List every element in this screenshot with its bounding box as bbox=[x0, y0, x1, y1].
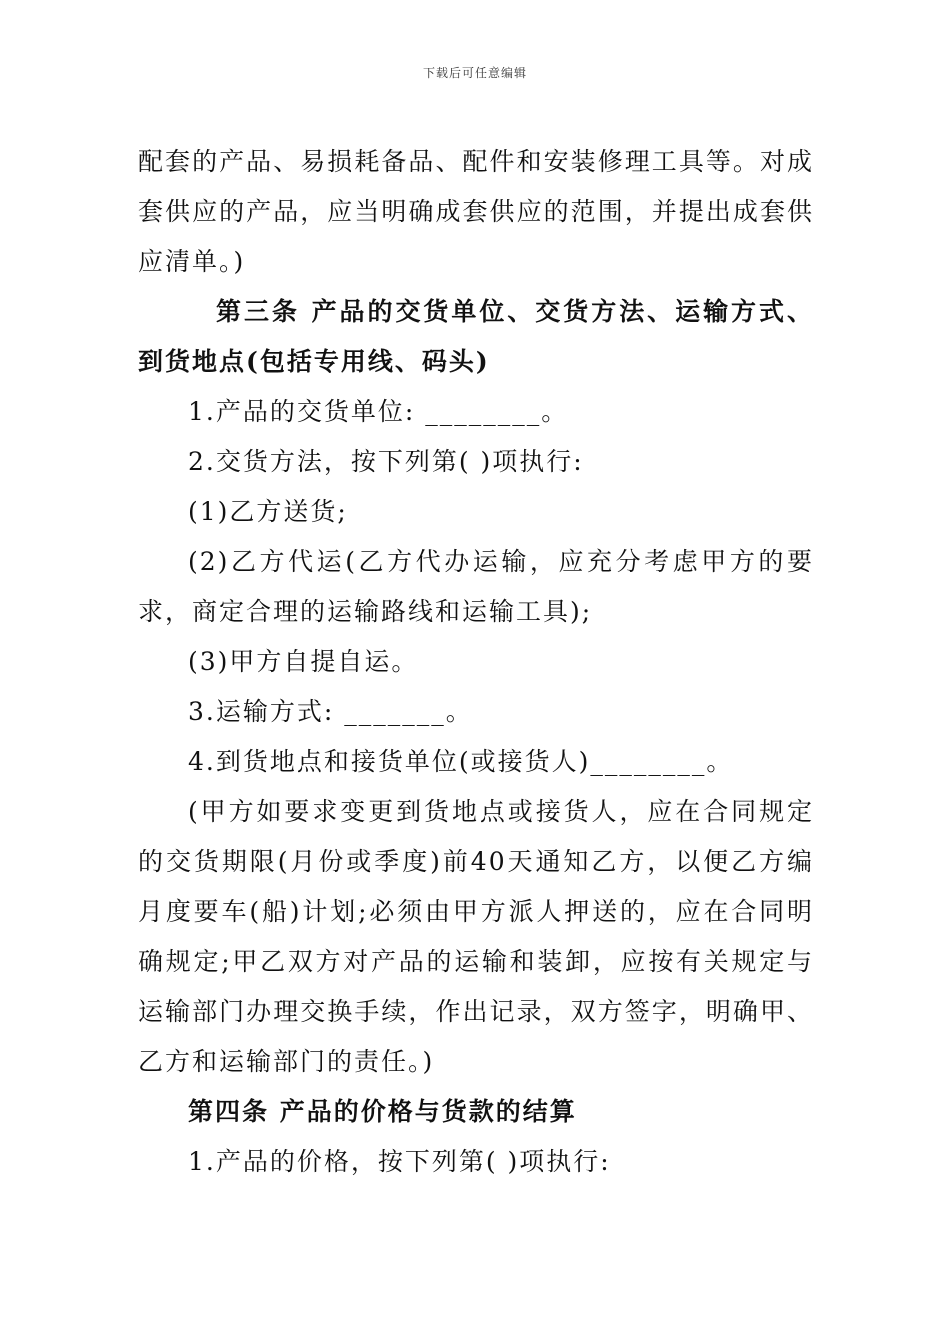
article-3-heading: 第三条 产品的交货单位、交货方法、运输方式、到货地点(包括专用线、码头) bbox=[138, 297, 814, 376]
paragraph-option-1: (1)乙方送货; bbox=[188, 497, 348, 526]
document-body bbox=[138, 137, 814, 1187]
paragraph-option-3: (3)甲方自提自运。 bbox=[188, 647, 419, 676]
paragraph-delivery-unit: 1.产品的交货单位: ________。 bbox=[188, 397, 569, 426]
page-header: 下载后可任意编辑 bbox=[422, 66, 527, 80]
paragraph-price: 1.产品的价格，按下列第( )项执行: bbox=[188, 1147, 611, 1176]
paragraph-delivery-method: 2.交货方法，按下列第( )项执行: bbox=[188, 447, 584, 476]
article-4-heading: 第四条 产品的价格与货款的结算 bbox=[188, 1097, 577, 1126]
paragraph-continuation: 配套的产品、易损耗备品、配件和安装修理工具等。对成套供应的产品，应当明确成套供应的范围，并提出成套供应清单。) bbox=[138, 147, 814, 276]
paragraph-transport-mode: 3.运输方式: _______。 bbox=[188, 697, 473, 726]
paragraph-destination: 4.到货地点和接货单位(或接货人)________。 bbox=[188, 747, 734, 776]
paragraph-option-2: (2)乙方代运(乙方代办运输，应充分考虑甲方的要求，商定合理的运输路线和运输工具); bbox=[138, 547, 814, 626]
paragraph-change-note: (甲方如要求变更到货地点或接货人，应在合同规定的交货期限(月份或季度)前40天通知乙方，以便乙方编月度要车(船)计划;必须由甲方派人押送的，应在合同明确规定;甲乙双方对产品的运输和装卸，应按有关规定与运输部门办理交换手续，作出记录，双方签字，明确甲、乙方和运输部门的责任。) bbox=[138, 797, 814, 1076]
